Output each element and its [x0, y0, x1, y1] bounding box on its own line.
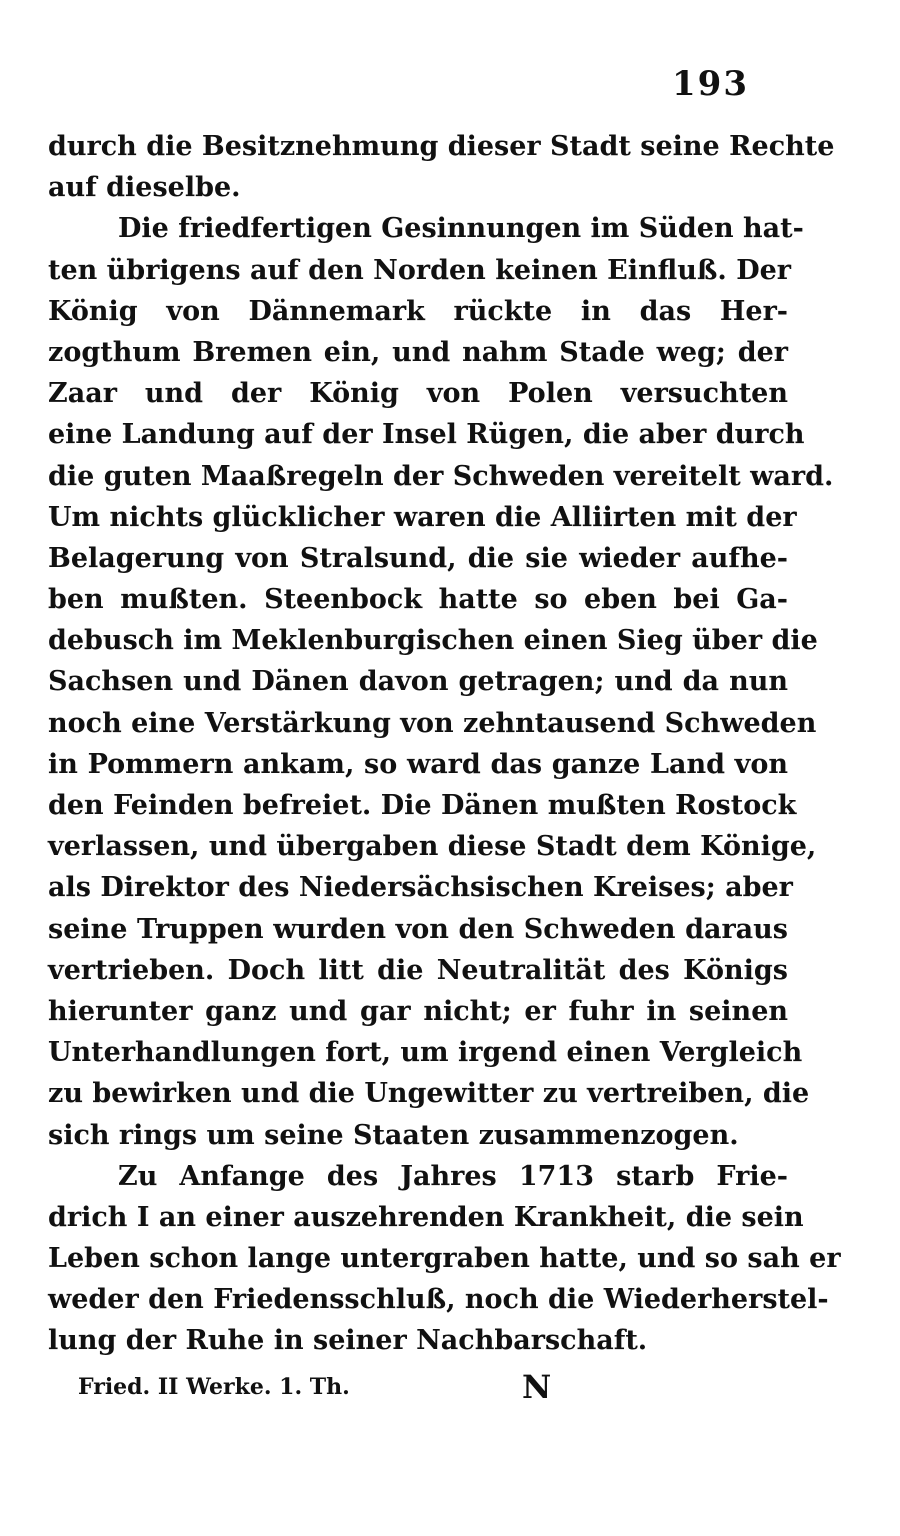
text-line: ten übrigens auf den Norden keinen Einfluß. Der: [48, 254, 792, 286]
text-line: weder den Friedensschluß, noch die Wiederherstel-: [48, 1284, 829, 1316]
text-line: Leben schon lange untergraben hatte, und so sah er: [48, 1243, 841, 1275]
text-line: zu bewirken und die Ungewitter zu vertreiben, die: [48, 1078, 810, 1110]
page-number: 193: [672, 64, 749, 104]
text-line: Die friedfertigen Gesinnungen im Süden hat-: [118, 213, 804, 245]
text-line: sich rings um seine Staaten zusammenzogen.: [48, 1119, 739, 1151]
text-line: Zu Anfange des Jahres 1713 starb Frie-: [118, 1160, 788, 1192]
page-footer: [0, 1368, 900, 1408]
text-line: vertrieben. Doch litt die Neutralität des Königs: [48, 954, 788, 986]
text-line: zogthum Bremen ein, und nahm Stade weg; der: [48, 336, 788, 368]
text-line: eine Landung auf der Insel Rügen, die aber durch: [48, 419, 805, 451]
signature-mark: N: [522, 1368, 552, 1406]
text-line: seine Truppen wurden von den Schweden daraus: [48, 913, 788, 945]
text-line: verlassen, und übergaben diese Stadt dem Könige,: [48, 831, 817, 863]
text-line: durch die Besitznehmung dieser Stadt seine Rechte: [48, 131, 835, 162]
text-line: hierunter ganz und gar nicht; er fuhr in seinen: [48, 995, 788, 1027]
text-line: noch eine Verstärkung von zehntausend Schweden: [48, 707, 817, 739]
text-line: die guten Maaßregeln der Schweden vereitelt ward.: [48, 460, 834, 492]
text-line: den Feinden befreiet. Die Dänen mußten Rostock: [48, 790, 797, 821]
text-line: Sachsen und Dänen davon getragen; und da nun: [48, 666, 788, 698]
text-line: Unterhandlungen fort, um irgend einen Vergleich: [48, 1037, 803, 1069]
text-line: auf dieselbe.: [48, 172, 241, 204]
body-text: [48, 126, 841, 1362]
signature-line: Fried. II Werke. 1. Th.: [78, 1374, 350, 1400]
text-line: ben mußten. Steenbock hatte so eben bei Ga-: [48, 584, 788, 616]
text-line: debusch im Meklenburgischen einen Sieg über die: [48, 625, 818, 657]
text-line: Um nichts glücklicher waren die Alliirten mit der: [48, 501, 797, 533]
text-line: Belagerung von Stralsund, die sie wieder aufhe-: [48, 542, 788, 574]
text-line: König von Dännemark rückte in das Her-: [48, 295, 788, 327]
text-line: lung der Ruhe in seiner Nachbarschaft.: [48, 1325, 648, 1357]
text-line: drich I an einer auszehrenden Krankheit, die sein: [48, 1201, 804, 1233]
text-line: Zaar und der König von Polen versuchten: [48, 378, 788, 410]
text-line: als Direktor des Niedersächsischen Kreises; aber: [48, 872, 793, 904]
text-line: in Pommern ankam, so ward das ganze Land von: [48, 748, 788, 780]
